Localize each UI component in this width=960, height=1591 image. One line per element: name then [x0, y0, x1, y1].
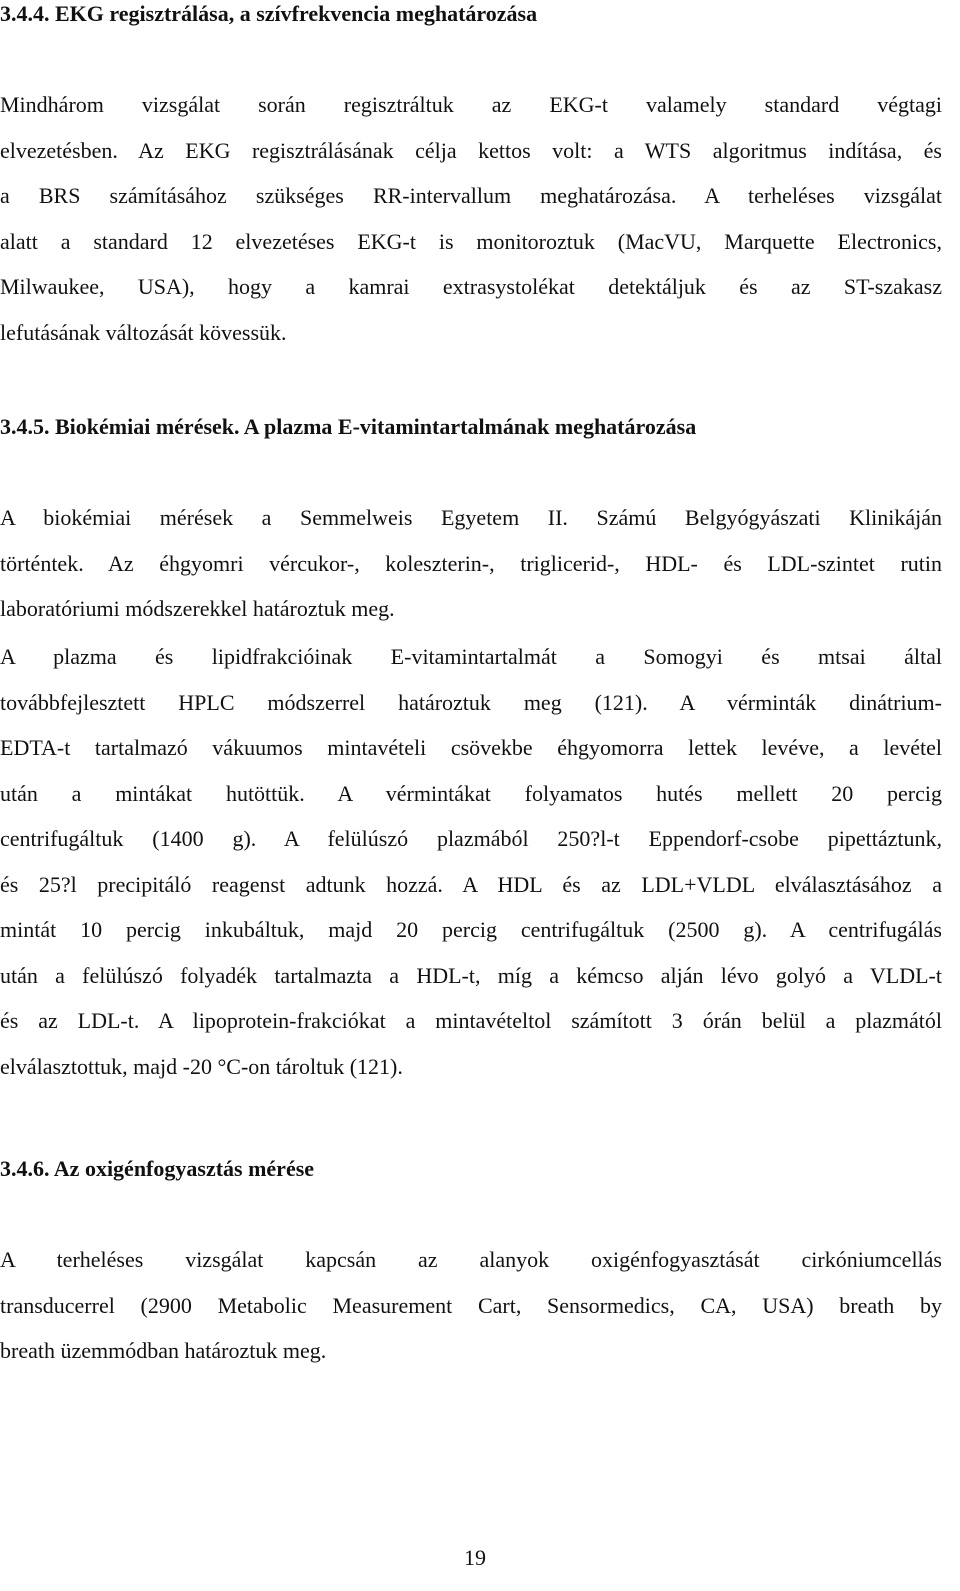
section-heading-oxygen: 3.4.6. Az oxigénfogyasztás mérése [0, 1156, 315, 1181]
paragraph-ekg [0, 82, 942, 355]
paragraph-vitamin-e [0, 634, 942, 1089]
paragraph-line: történtek. Az éhgyomri vércukor-, koleszterin-, triglicerid-, HDL- és LDL-szintet rutin [0, 550, 942, 576]
paragraph-line: centrifugáltuk (1400 g). A felülúszó plazmából 250?l-t Eppendorf-csobe pipettáztunk, [0, 826, 942, 851]
paragraph-line: és az LDL-t. A lipoprotein-frakciókat a mintavételtol számított 3 órán belül a plazmától [0, 1008, 942, 1033]
paragraph-line: elvezetésben. Az EKG regisztrálásának célja kettos volt: a WTS algoritmus indítása, és [0, 137, 942, 163]
paragraph-line: A biokémiai mérések a Semmelweis Egyetem II. Számú Belgyógyászati Klinikáján [0, 505, 942, 530]
page-number: 19 [464, 1545, 486, 1570]
paragraph-line: breath üzemmódban határoztuk meg. [0, 1338, 327, 1363]
paragraph-line: A plazma és lipidfrakcióinak E-vitamintartalmát a Somogyi és mtsai által [0, 644, 942, 669]
paragraph-line: alatt a standard 12 elvezetéses EKG-t is monitoroztuk (MacVU, Marquette Electronics, [0, 228, 942, 254]
paragraph-line: a BRS számításához szükséges RR-intervallum meghatározása. A terheléses vizsgálat [0, 183, 942, 208]
paragraph-line: A terheléses vizsgálat kapcsán az alanyok oxigénfogyasztását cirkóniumcellás [0, 1247, 942, 1272]
paragraph-line: után a felülúszó folyadék tartalmazta a HDL-t, míg a kémcso alján lévo golyó a VLDL-t [0, 962, 942, 988]
paragraph-line: elválasztottuk, majd -20 °C-on tároltuk (121). [0, 1053, 403, 1079]
paragraph-line: továbbfejlesztett HPLC módszerrel határoztuk meg (121). A vérminták dinátrium- [0, 689, 942, 715]
paragraph-line: után a mintákat hutöttük. A vérmintákat folyamatos hutés mellett 20 percig [0, 780, 942, 806]
paragraph-biochem-intro [0, 495, 942, 632]
paragraph-line: lefutásának változását kövessük. [0, 319, 287, 345]
paragraph-oxygen [0, 1237, 942, 1374]
paragraph-line: Mindhárom vizsgálat során regisztráltuk az EKG-t valamely standard végtagi [0, 92, 942, 117]
paragraph-line: Milwaukee, USA), hogy a kamrai extrasystolékat detektáljuk és az ST-szakasz [0, 274, 942, 299]
paragraph-line: transducerrel (2900 Metabolic Measurement Cart, Sensormedics, CA, USA) breath by [0, 1292, 942, 1318]
paragraph-line: EDTA-t tartalmazó vákuumos mintavételi csövekbe éhgyomorra lettek levéve, a levétel [0, 735, 942, 760]
paragraph-line: mintát 10 percig inkubáltuk, majd 20 percig centrifugáltuk (2500 g). A centrifugálás [0, 917, 942, 942]
paragraph-line: laboratóriumi módszerekkel határoztuk meg. [0, 596, 395, 621]
paragraph-line: és 25?l precipitáló reagenst adtunk hozzá. A HDL és az LDL+VLDL elválasztásához a [0, 871, 942, 897]
section-heading-ekg: 3.4.4. EKG regisztrálása, a szívfrekvencia meghatározása [0, 1, 538, 26]
section-heading-biochem: 3.4.5. Biokémiai mérések. A plazma E-vitamintartalmának meghatározása [0, 414, 697, 439]
